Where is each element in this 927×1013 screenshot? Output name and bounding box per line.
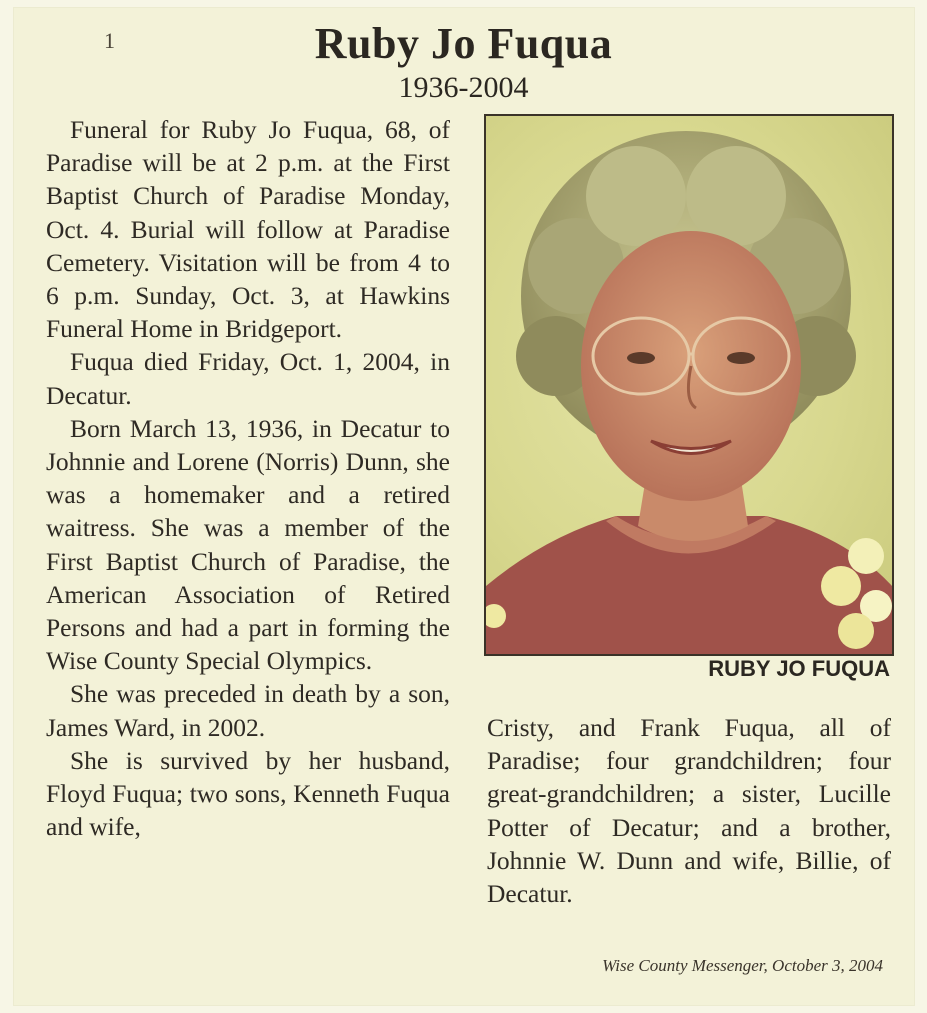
article-left-column bbox=[46, 113, 450, 843]
paragraph-preceded: She was preceded in death by a son, James Ward, in 2002. bbox=[46, 679, 450, 742]
obituary-years: 1936-2004 bbox=[398, 71, 529, 104]
photo-caption: RUBY JO FUQUA bbox=[708, 656, 890, 681]
article-right-column bbox=[487, 711, 891, 910]
paragraph-survived: She is survived by her husband, Floyd Fuqua; two sons, Kenneth Fuqua and wife, bbox=[46, 745, 450, 842]
paragraph-funeral: Funeral for Ruby Jo Fuqua, 68, of Paradise will be at 2 p.m. at the First Baptist Church of Paradise Monday, Oct. 4. Burial will follow at Paradise Cemetery. Visitation will be from 4 to 6 p.m. Sunday, Oct. 3, at Hawkins Funeral Home in Bridgeport. bbox=[46, 115, 450, 344]
ink-mark: 1 bbox=[104, 28, 115, 53]
paragraph-death: Fuqua died Friday, Oct. 1, 2004, in Decatur. bbox=[46, 347, 450, 410]
portrait-illustration bbox=[486, 116, 892, 654]
obituary-title: Ruby Jo Fuqua bbox=[314, 19, 613, 68]
portrait-photo bbox=[484, 114, 894, 656]
source-credit: Wise County Messenger, October 3, 2004 bbox=[602, 956, 883, 975]
paragraph-biography: Born March 13, 1936, in Decatur to Johnnie and Lorene (Norris) Dunn, she was a homemaker and a retired waitress. She was a member of the First Baptist Church of Paradise, the American Association of Retired Persons and had a part in forming the Wise County Special Olympics. bbox=[46, 413, 450, 676]
paragraph-survivors-continued: Cristy, and Frank Fuqua, all of Paradise; four grandchildren; four great-grandchildren; a sister, Lucille Potter of Decatur; and a brother, Johnnie W. Dunn and wife, Billie, of Decatur. bbox=[487, 713, 891, 909]
